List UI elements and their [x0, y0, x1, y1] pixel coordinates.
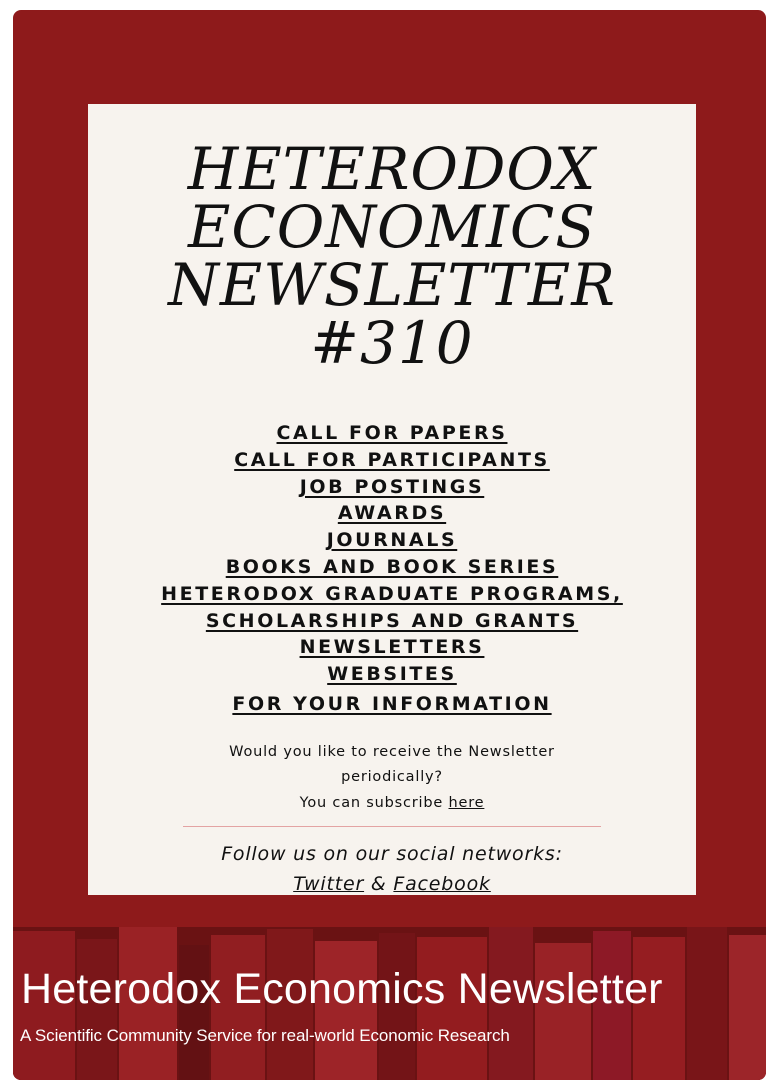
section-links [88, 420, 696, 718]
newsletter-frame [13, 10, 766, 1080]
list-item [88, 474, 696, 501]
banner-subtitle: A Scientific Community Service for real-world Economic Research [20, 1026, 510, 1045]
social-links [88, 869, 696, 899]
banner-title: Heterodox Economics Newsletter [21, 965, 663, 1013]
title-line: NEWSLETTER [168, 251, 616, 319]
link-newsletters[interactable]: NEWSLETTERS [299, 636, 485, 659]
list-item [88, 527, 696, 554]
list-item [88, 554, 696, 581]
title-line: #310 [310, 309, 474, 377]
social-separator: & [370, 873, 387, 896]
facebook-link[interactable]: Facebook [393, 873, 491, 896]
link-job-postings[interactable]: JOB POSTINGS [299, 475, 485, 498]
subscribe-prompt: You can subscribe [299, 794, 444, 811]
link-graduate-programs[interactable]: HETERODOX GRADUATE PROGRAMS, [161, 582, 623, 605]
link-books-and-book-series[interactable]: BOOKS AND BOOK SERIES [225, 555, 559, 578]
subscribe-block [88, 740, 696, 817]
list-item [88, 420, 696, 447]
list-item [88, 500, 696, 527]
list-item [88, 634, 696, 661]
list-item [88, 447, 696, 474]
link-for-your-information[interactable]: FOR YOUR INFORMATION [232, 692, 552, 715]
list-item [88, 608, 696, 635]
link-journals[interactable]: JOURNALS [326, 529, 458, 552]
subscribe-link[interactable]: here [448, 794, 485, 811]
footer-banner [13, 927, 766, 1080]
link-awards[interactable]: AWARDS [337, 502, 447, 525]
social-heading: Follow us on our social networks: [221, 843, 563, 866]
link-call-for-papers[interactable]: CALL FOR PAPERS [276, 422, 508, 444]
content-card [88, 104, 696, 895]
link-call-for-participants[interactable]: CALL FOR PARTICIPANTS [234, 448, 550, 471]
list-item [88, 691, 696, 718]
newsletter-title [88, 135, 696, 377]
social-block [88, 839, 696, 899]
divider [183, 826, 601, 827]
subscribe-question: Would you like to receive the Newsletter periodically? [229, 743, 555, 786]
list-item [88, 661, 696, 688]
title-line: HETERODOX [187, 135, 597, 203]
title-line: ECONOMICS [188, 193, 596, 261]
twitter-link[interactable]: Twitter [293, 873, 365, 896]
link-websites[interactable]: WEBSITES [327, 663, 457, 686]
list-item [88, 581, 696, 608]
link-scholarships-and-grants[interactable]: SCHOLARSHIPS AND GRANTS [205, 609, 579, 632]
